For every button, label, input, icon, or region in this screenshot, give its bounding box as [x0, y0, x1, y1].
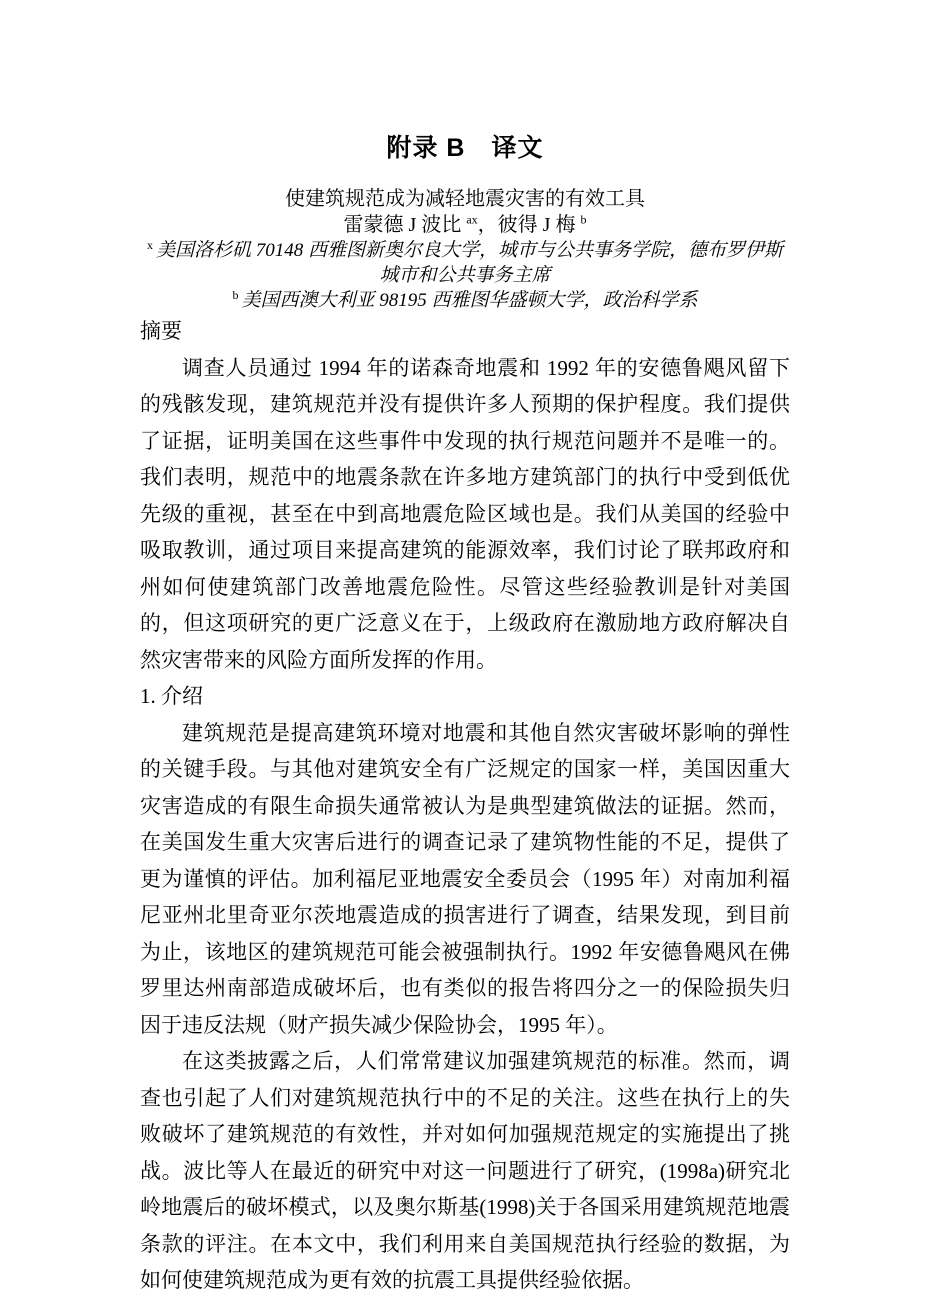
- affiliation-b-text: 美国西澳大利亚 98195 西雅图华盛顿大学，政治科学系: [241, 290, 698, 311]
- appendix-title: 附录 B 译文: [386, 134, 544, 162]
- abstract-heading: 摘要: [140, 319, 182, 343]
- intro-paragraph-1: 建筑规范是提高建筑环境对地震和其他自然灾害破坏影响的弹性的关键手段。与其他对建筑安全有广泛规定的国家一样，美国因重大灾害造成的有限生命损失通常被认为是典型建筑做法的证据。然而，在美国发生重大灾害后进行的调查记录了建筑物性能的不足，提供了更为谨慎的评估。加利福尼亚地震安全委员会（1995 年）对南加利福尼亚州北里奇亚尔茨地震造成的损害进行了调查，结果发现，到目前为止，该地区的建筑规范可能会被强制执行。1992 年安德鲁飓风在佛罗里达州南部造成破坏后，也有类似的报告将四分之一的保险损失归因于违反法规（财产损失减少保险协会，1995 年）。: [140, 720, 790, 1037]
- author-2: ，彼得 J 梅: [477, 214, 581, 236]
- affiliation-x-text: 美国洛杉矶 70148 西雅图新奥尔良大学，城市与公共事务学院，德布罗伊斯城市和公共事务主席: [155, 240, 783, 286]
- author-1-superscript: ax: [466, 212, 478, 227]
- byline: [140, 212, 790, 238]
- affiliation-x: [140, 238, 790, 288]
- affiliation-b: [140, 288, 790, 313]
- intro-paragraph-2: 在这类披露之后，人们常常建议加强建筑规范的标准。然而，调查也引起了人们对建筑规范执行中的不足的关注。这些在执行上的失败破坏了建筑规范的有效性，并对如何加强规范规定的实施提出了挑战。波比等人在最近的研究中对这一问题进行了研究，(1998a)研究北岭地震后的破坏模式，以及奥尔斯基(1998)关于各国采用建筑规范地震条款的评注。在本文中，我们利用来自美国规范执行经验的数据，为如何使建筑规范成为更有效的抗震工具提供经验依据。: [140, 1049, 790, 1292]
- abstract-paragraph: 调查人员通过 1994 年的诺森奇地震和 1992 年的安德鲁飓风留下的残骸发现，建筑规范并没有提供许多人预期的保护程度。我们提供了证据，证明美国在这些事件中发现的执行规范问题并不是唯一的。我们表明，规范中的地震条款在许多地方建筑部门的执行中受到低优先级的重视，甚至在中到高地震危险区域也是。我们从美国的经验中吸取教训，通过项目来提高建筑的能源效率，我们讨论了联邦政府和州如何使建筑部门改善地震危险性。尽管这些经验教训是针对美国的，但这项研究的更广泛意义在于，上级政府在激励地方政府解决自然灾害带来的风险方面所发挥的作用。: [140, 355, 790, 672]
- paper-title: 使建筑规范成为减轻地震灾害的有效工具: [285, 188, 645, 210]
- author-1: 雷蒙德 J 波比: [343, 214, 467, 236]
- affiliation-b-superscript: b: [232, 287, 239, 302]
- affiliation-x-superscript: x: [146, 237, 153, 252]
- section-heading-introduction: 1. 介绍: [140, 684, 203, 708]
- author-2-superscript: b: [580, 212, 587, 227]
